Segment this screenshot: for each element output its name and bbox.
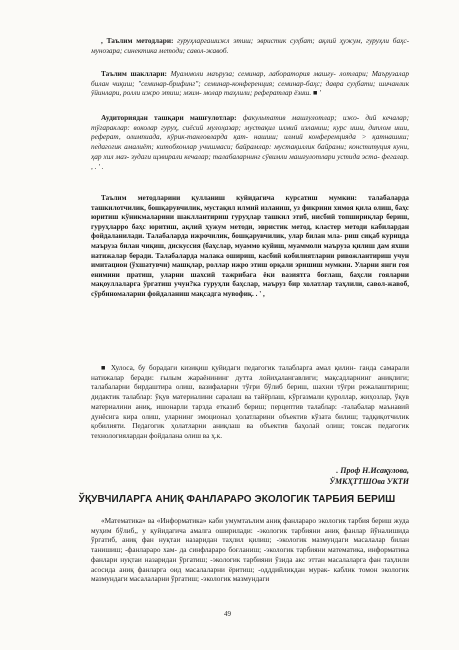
methods-application-paragraph: Таълим методларини қулланиш куйидагича курсатиш мумкин: талабаларда ташкилотчилик, бошқарувчилик, мустақил илмий изланиш, уз фикрини химоя қила олиш, баҳс юритиш кўникмаларини шакллантириш гуруҳлар ташкил этиб, нисбий топшириқлар бериш, гуруҳларро баҳс юритиш, ақлий ҳужум методи, эвристик метод, кластер методи кабилардан фойдаланилади. Талабаларда ижрочилик, бошқарувчилик, улар билан мла- риш сиқаб курицда маъруза билан чиқиш, дискуссия (баҳслар, муаммо куйиш, муаммоли маъруза қилиш дам яхши натижалар беради. Талабаларда малака ошириш, касбий кобилиятларни ривожлантириш учун имитацион (ўхшатувчи) машқлар, роллар ижро этиш орқали эришиш мумкин. Уларни янги гоя енимини пратиш, уларни шахсий тажрибага ёки вазиятга боғлаш, баҳсли гояларни мақоуллаларга ўргатиш учун?ка гуруҳли баҳслар, маъруз бир холатлар таҳлили, савол-жавоб, сўрбиномаларни фойдаланиш мақсадга мувофиқ. . ' ,	[91, 194, 409, 298]
author-affiliation: ЎМКҲТТШОва УКТИ	[329, 477, 409, 486]
teaching-forms-label: Таълим шакллари:	[101, 69, 167, 78]
teaching-methods-paragraph	[91, 36, 409, 66]
teaching-forms-text: Муаммоли маъруза; семинар, лаборатория машғу- лотлари; Маърузалар билан чиқиш; "семинар-брифинг"; семинар-конференция; семинар-баҳс; давра суҳбати; шичанлик ўйинлари, ролли ижро этиш; мзим- молар таҳлили; рефератлар ёзиш. ■ '	[91, 69, 409, 98]
teaching-methods-text: гуруҳларгашижл этиш; эвристик суҳбат; ақлий ҳужум, гуруҳли баҳс-мунозара; синектика методи; савол-жавоб.	[91, 36, 409, 55]
page-number: 49	[224, 610, 231, 618]
extracurricular-paragraph	[91, 113, 409, 177]
conclusion-paragraph: ■ Хулоса, бу борадаги кизиқиш қуйидаги педагогик талабларга амал қилин- ганда самарали натижалар беради: ғылым жараёнининг дутта лойиҳалангавлиги; мақсадларнинг аниқлиги; талабаларни бирдаштира олиш, вазифаларни тўғри бўлиб бериш, шахни тўғри режалаштириш; дидактик талаблар: ўқув материалини саралаш ва тайёрлаш, кўргазмали қуроллар, жиҳозлар, ўқув материалини аниқ, ишонарли тарзда етказиб бериш; перцептив талаблар: -талабалар маънавий дунёсига кира олиш, уларнинг эмоционал ҳолатларини объектив кўзата билиш; тадқиқотчилик қобилияти. Педагогик ҳолатларни аниқлаш ва объектив баҳолай олиш; токсак педагогик технологиялардан фойдалана олиш ва ҳ.к.	[91, 363, 409, 440]
author-signature: . Проф Н.Исақулова,	[336, 466, 409, 475]
section-heading: ЎҚУВЧИЛАРГА АНИҚ ФАНЛАРАРО ЭКОЛОГИК ТАРБИЯ БЕРИШ	[78, 494, 396, 505]
extracurricular-text: факультатив машғулотлар; ижо- дий кечалар; тўгараклар: воколар гуруҳ, сиёсий мулоҳазар; мустақил илмий изланиш; курс иши, диплом иши, реферат, олимпиада, кўрик-танловларда қат- нашиш; илмий конференцияда > қатнашиш; педагогик амалиёт; китобхонлар учишмаси; байрамлар: мустақиллик байрами; конституция куни, ҳар хил маз- зудаги щзвирали кечалар; талабаларнинг сўвимли машғулотлари устида эста- фегалар. , . ' .	[91, 113, 409, 171]
ecology-paragraph: «Математика» ва «Информатика» каби умумтаълим аниқ фанлараро экологик тарбия бериш жуда муҳим бўлиб,, у қуйидагича амалга оширилади: -экологик тарбияни аниқ фанлар йўналишида ўргатиб, аниқ фан нуқтаи назаридан таҳлил қилиш; -экологик мазмундаги масалалар билан танишиш; -фанлараро хам- да синфлараро боғланиш; -экологик тарбияни математика, информатика фанлари нуқтаи назаридан ўргатиш; -экологик тарбияни ўзида акс эттан масалаларга фан таҳлили асосида аниқ фанларга оид масалаларни ёритиш; -одддийликдан мурак- каблик томон экологик мазмундаги масалаларни ўргатиш; -экологик мазмундаги	[91, 516, 409, 584]
teaching-methods-label: , Таълим методлари:	[101, 36, 174, 45]
teaching-forms-paragraph	[91, 69, 409, 109]
extracurricular-label: Аудиториядан ташқари машғулотлар:	[101, 113, 237, 122]
